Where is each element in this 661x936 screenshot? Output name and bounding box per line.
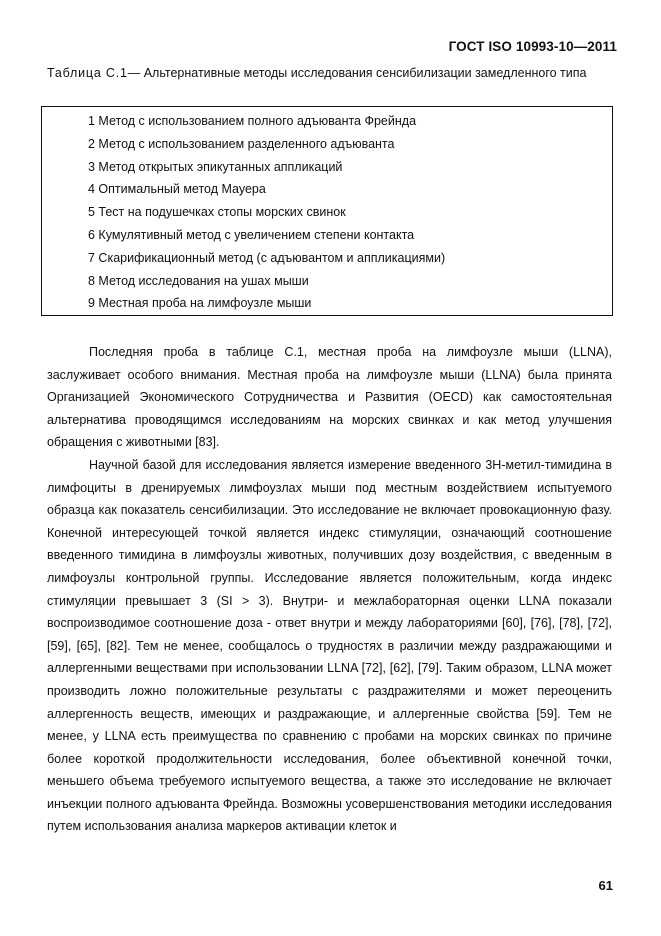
document-header: ГОСТ ISO 10993-10—2011 (448, 39, 617, 54)
table-row: 1 Метод с использованием полного адъюванта Фрейнда (88, 114, 417, 128)
paragraph: Научной базой для исследования является измерение введенного 3H-метил-тимидина в лимфоциты в дренируемых лимфоузлах мыши под местным воздействием испытуемого образца как показатель сенсибилизации. Это исследование не включает провокационную фазу. Конечной интересующей точкой является индекс стимуляции, означающий соотношение введенного тимидина в лимфоузлы животных, получивших дозу воздействия, с введенным в лимфоузлы контрольной группы. Исследование является положительным, когда индекс стимуляции превышает 3 (SI > 3). Внутри- и межлабораторная оценки LLNA показали воспроизводимое соотношение доза - ответ внутри и между лабораториями [60], [76], [78], [72], [59], [65], [82]. Тем не менее, сообщалось о трудностях в различии между раздражающими и аллергенными веществами при использовании LLNA [72], [62], [79]. Таким образом, LLNA может производить ложно положительные результаты с раздражителями и может переоценить аллергенность веществ, имеющих и раздражающие, и аллергенные свойства [59]. Тем не менее, у LLNA есть преимущества по сравнению с пробами на морских свинках по причине более короткой продолжительности исследования, более объективной конечной точки, меньшего объема требуемого испытуемого вещества, а также это исследование не включает инъекции полного адъюванта Фрейнда. Возможны усовершенствования методики исследования путем использования анализа маркеров активации клеток и (47, 457, 612, 834)
table-row: 7 Скарификационный метод (с адъювантом и аппликациями) (88, 250, 446, 265)
table-row: 2 Метод с использованием разделенного адъюванта (88, 136, 395, 151)
table-row: 8 Метод исследования на ушах мыши (88, 273, 309, 288)
table-caption-text: — Альтернативные методы исследования сенсибилизации замедленного типа (127, 66, 587, 80)
methods-list (88, 110, 445, 315)
body-text (47, 341, 612, 838)
page-number: 61 (598, 878, 613, 893)
table-row: 9 Местная проба на лимфоузле мыши (88, 296, 312, 311)
table-row: 3 Метод открытых эпикутанных аппликаций (88, 159, 343, 174)
paragraph: Последняя проба в таблице С.1, местная проба на лимфоузле мыши (LLNA), заслуживает особого внимания. Местная проба на лимфоузле мыши (LLNA) была принята Организацией Экономического Сотрудничества и Развития (OECD) как самостоятельная альтернатива проводящимся исследованиям на морских свинках и как метод улучшения обращения с животными [83]. (47, 345, 612, 450)
table-row: 4 Оптимальный метод Мауера (88, 182, 266, 197)
table-caption-label: Таблица С.1 (47, 66, 128, 80)
table-row: 5 Тест на подушечках стопы морских свинок (88, 205, 346, 220)
table-caption (47, 62, 622, 84)
table-row: 6 Кумулятивный метод с увеличением степени контакта (88, 227, 415, 242)
methods-table (41, 106, 613, 316)
